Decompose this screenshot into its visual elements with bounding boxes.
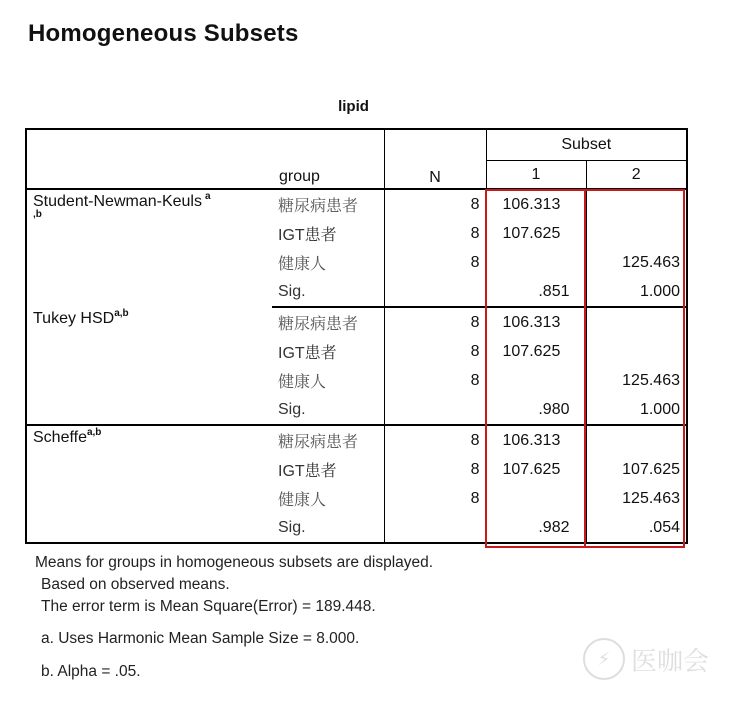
method-name: Scheffe: [33, 429, 87, 446]
subset-header: Subset: [486, 129, 687, 161]
table-row: [26, 307, 687, 337]
group-cell: 健康人: [278, 492, 327, 509]
subset1-cell: 106.313: [486, 425, 586, 455]
subset2-cell: [586, 307, 687, 337]
n-header: N: [384, 129, 486, 189]
n-cell: 8: [384, 425, 486, 455]
watermark-logo-icon: ⚡: [583, 638, 625, 680]
footnote-marker: a,b: [86, 427, 102, 438]
group-cell: 糖尿病患者: [278, 316, 359, 333]
n-cell: 8: [384, 248, 486, 277]
subset2-cell: 107.625: [586, 455, 687, 484]
subset2-cell: 125.463: [586, 484, 687, 513]
n-cell: [384, 395, 486, 425]
footnote-b: b. Alpha = .05.: [41, 663, 141, 680]
subset-col-1: 1: [486, 161, 586, 189]
page-title: Homogeneous Subsets: [28, 20, 299, 47]
watermark: [583, 636, 713, 682]
method-cell-tukey: [26, 307, 272, 425]
n-cell: [384, 277, 486, 307]
footnote-marker: a,b: [114, 308, 129, 319]
table-row: [26, 425, 687, 455]
group-cell: 健康人: [278, 256, 327, 273]
group-cell: 糖尿病患者: [278, 198, 359, 215]
subset2-cell: [586, 425, 687, 455]
footnote-marker: a: [204, 191, 211, 202]
group-cell: Sig.: [272, 513, 384, 543]
group-cell: IGT患者: [278, 227, 337, 244]
subset1-cell: [486, 248, 586, 277]
subset2-cell: [586, 190, 687, 219]
footnote-line: Based on observed means.: [41, 576, 230, 593]
group-cell: IGT患者: [278, 345, 337, 362]
subset-col-2: 2: [586, 161, 687, 189]
table-title: lipid: [338, 98, 369, 115]
table-row: [26, 190, 687, 219]
group-cell: Sig.: [272, 277, 384, 307]
homogeneous-subsets-table: [25, 128, 688, 544]
subset2-cell: [586, 337, 687, 366]
subset1-cell: 107.625: [486, 337, 586, 366]
n-cell: 8: [384, 366, 486, 395]
footnote-marker: ,b: [33, 209, 42, 220]
subset1-cell: [486, 366, 586, 395]
subset1-cell: .980: [486, 395, 586, 425]
group-cell: IGT患者: [278, 463, 337, 480]
method-name: Student-Newman-Keuls: [33, 193, 202, 210]
n-cell: 8: [384, 337, 486, 366]
subset1-cell: [486, 484, 586, 513]
method-cell-snk: [26, 190, 272, 307]
n-cell: 8: [384, 307, 486, 337]
subset2-cell: [586, 219, 687, 248]
watermark-text: 医咖会: [631, 645, 710, 676]
n-cell: 8: [384, 455, 486, 484]
footnote-line: The error term is Mean Square(Error) = 189.448.: [41, 598, 376, 615]
subset1-cell: 106.313: [486, 307, 586, 337]
footnote-a: a. Uses Harmonic Mean Sample Size = 8.000.: [41, 630, 360, 647]
group-cell: 糖尿病患者: [278, 434, 359, 451]
group-cell: 健康人: [278, 374, 327, 391]
group-header: group: [279, 168, 320, 185]
subset2-cell: 125.463: [586, 248, 687, 277]
footnote-line: Means for groups in homogeneous subsets are displayed.: [35, 554, 434, 571]
n-cell: 8: [384, 190, 486, 219]
n-cell: 8: [384, 484, 486, 513]
subset1-cell: .851: [486, 277, 586, 307]
subset1-cell: 107.625: [486, 219, 586, 248]
subset2-cell: 1.000: [586, 395, 687, 425]
header-row-1: [26, 129, 687, 161]
n-cell: [384, 513, 486, 543]
n-cell: 8: [384, 219, 486, 248]
method-cell-scheffe: [26, 425, 272, 543]
subset1-cell: 106.313: [486, 190, 586, 219]
method-name: Tukey HSD: [33, 310, 115, 327]
subset1-cell: .982: [486, 513, 586, 543]
subset2-cell: 125.463: [586, 366, 687, 395]
group-cell: Sig.: [272, 395, 384, 425]
subset2-cell: .054: [586, 513, 687, 543]
subset1-cell: 107.625: [486, 455, 586, 484]
subset2-cell: 1.000: [586, 277, 687, 307]
